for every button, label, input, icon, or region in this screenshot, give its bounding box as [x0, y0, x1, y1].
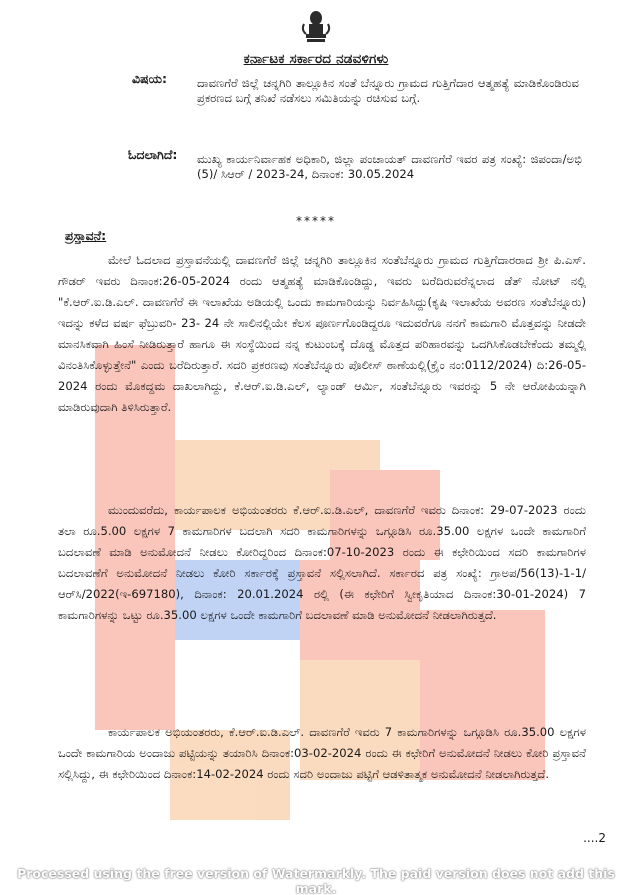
- subject-text: ದಾವಣಗೆರೆ ಜಿಲ್ಲೆ ಚನ್ನಗಿರಿ ತಾಲ್ಲೂಕಿನ ಸಂತೆ ಬೆನ್ನೂರು ಗ್ರಾಮದ ಗುತ್ತಿಗೆದಾರ ಆತ್ಮಹತ್ಯೆ ಮಾಡಿಕೊಂಡಿರುವ ಪ್ರಕರಣದ ಬಗ್ಗೆ ತನಿಖೆ ನಡೆಸಲು ಸಮಿತಿಯನ್ನು ರಚಿಸುವ ಬಗ್ಗೆ.: [197, 76, 579, 105]
- state-emblem-icon: [301, 8, 331, 46]
- preamble-heading: ಪ್ರಸ್ತಾವನೆ:: [65, 228, 107, 243]
- reference-text: ಮುಖ್ಯ ಕಾರ್ಯನಿರ್ವಾಹಕ ಅಧಿಕಾರಿ, ಜಿಲ್ಲಾ ಪಂಚಾಯತ್ ದಾವಣಗೆರೆ ಇವರ ಪತ್ರ ಸಂಖ್ಯೆ: ಜಿಪಂದಾ/ಅಭಿ (5)/ ಸಿಆರ್ / 2023-24, ದಿನಾಂಕ: 30.05.2024: [197, 152, 582, 181]
- document-title: ಕರ್ನಾಟಕ ಸರ್ಕಾರದ ನಡವಳಿಗಳು: [243, 51, 389, 67]
- watermark-notice: Processed using the free version of Watermarkly. The paid version does not add this mark.: [17, 866, 615, 895]
- paragraph-1: ಮೇಲೆ ಓದಲಾದ ಪ್ರಸ್ತಾವನೆಯಲ್ಲಿ ದಾವಣಗೆರೆ ಜಿಲ್ಲೆ ಚನ್ನಗಿರಿ ತಾಲ್ಲೂಕಿನ ಸಂತೆಬೆನ್ನೂರು ಗ್ರಾಮದ ಗುತ್ತಿಗೆದಾರರಾದ ಶ್ರೀ ಪಿ.ಎಸ್. ಗೌಡರ್ ಇವರು ದಿನಾಂಕ:26-05-2024 ರಂದು ಆತ್ಮಹತ್ಯೆ ಮಾಡಿಕೊಂಡಿದ್ದು, ಇವರು ಬರೆದಿರುವರೆನ್ನಲಾದ ಡೆತ್ ನೋಟ್ ನಲ್ಲಿ "ಕೆ.ಆರ್.ಐ.ಡಿ.ಎಲ್. ದಾವಣಗೆರೆ ಈ ಇಲಾಖೆಯ ಅಡಿಯಲ್ಲಿ ಒಂದು ಕಾಮಗಾರಿಯನ್ನು ನಿರ್ವಹಿಸಿದ್ದು(ಕೃಷಿ ಇಲಾಖೆಯ ಅವರಣ ಸಂತೆಬೆನ್ನೂರು) ಇದನ್ನು ಕಳೆದ ವರ್ಷ ಫೆಬ್ರುವರಿ- 23- 24 ನೇ ಸಾಲಿನಲ್ಲಿಯೇ ಕೆಲಸ ಪೂರ್ಣಗೊಂಡಿದ್ದರೂ ಇದುವರೆಗೂ ನನಗೆ ಕಾಮಗಾರಿ ಮೊತ್ತವನ್ನು ನೀಡದೇ ಮಾನಸಿಕವಾಗಿ ಹಿಂಸೆ ನೀಡಿರುತ್ತಾರೆ ಹಾಗೂ ಈ ಸಂಸ್ಥೆಯಿಂದ ನನ್ನ ಕುಟುಂಬಕ್ಕೆ ದೊಡ್ಡ ಮೊತ್ತದ ಪರಿಹಾರವನ್ನು ಒದಗಿಸಿಕೊಡಬೇಕೆಂದು ತಮ್ಮಲ್ಲಿ ವಿನಂತಿಸಿಕೊಳ್ಳುತ್ತೇನೆ" ಎಂದು ಬರೆದಿರುತ್ತಾರೆ. ಸದರಿ ಪ್ರಕರಣವು ಸಂತೆಬೆನ್ನೂರು ಪೊಲೀಸ್ ಠಾಣೆಯಲ್ಲಿ(ಕ್ರೈಂ ನಂ:0112/2024) ದಿ:26-05-2024 ರಂದು ಮೊಕದ್ದಮ ದಾಖಲಾಗಿದ್ದು, ಕೆ.ಆರ್.ಐ.ಡಿ.ಎಲ್, ಲ್ಯಾಂಡ್ ಆರ್ಮಿ, ಸಂತೆಬೆನ್ನೂರು ಇವರನ್ನು 5 ನೇ ಆರೋಪಿಯನ್ನಾಗಿ ಮಾಡಿರುವುದಾಗಿ ತಿಳಿಸಿರುತ್ತಾರೆ.: [58, 253, 586, 414]
- paragraph-3: ಕಾರ್ಯಪಾಲಕ ಅಭಿಯಂತರರು, ಕೆ.ಆರ್.ಐ.ಡಿ.ಎಲ್. ದಾವಣಗೆರೆ ಇವರು 7 ಕಾಮಗಾರಿಗಳನ್ನು ಒಗ್ಗೂಡಿಸಿ ರೂ.35.00 ಲಕ್ಷಗಳ ಒಂದೇ ಕಾಮಗಾರಿಯ ಅಂದಾಜು ಪಟ್ಟಿಯನ್ನು ತಯಾರಿಸಿ ದಿನಾಂಕ:03-02-2024 ರಂದು ಈ ಕಛೇರಿಗೆ ಅನುಮೋದನೆ ನೀಡಲು ಕೋರಿ ಪ್ರಸ್ತಾವನೆ ಸಲ್ಲಿಸಿದ್ದು, ಈ ಕಛೇರಿಯಿಂದ ದಿನಾಂಕ:14-02-2024 ರಂದು ಸದರಿ ಅಂದಾಜು ಪಟ್ಟಿಗೆ ಆಡಳಿತಾತ್ಮಕ ಅನುಮೋದನೆ ನೀಡಲಾಗಿರುತ್ತದೆ.: [58, 725, 586, 781]
- separator: *****: [296, 214, 336, 228]
- reference-label: ಓದಲಾಗಿದೆ:: [128, 147, 178, 162]
- page-continuation: ....2: [583, 831, 606, 845]
- subject-label: ವಿಷಯ:: [132, 71, 167, 86]
- paragraph-2: ಮುಂದುವರೆದು, ಕಾರ್ಯಪಾಲಕ ಅಭಿಯಂತರರು ಕೆ.ಆರ್.ಐ.ಡಿ.ಎಲ್, ದಾವಣಗೆರೆ ಇವರು ದಿನಾಂಕ: 29-07-2023 ರಂದು ತಲಾ ರೂ.5.00 ಲಕ್ಷಗಳ 7 ಕಾಮಗಾರಿಗಳ ಬದಲಾಗಿ ಸದರಿ ಕಾಮಗಾರಿಗಳನ್ನು ಒಗ್ಗೂಡಿಸಿ ರೂ.35.00 ಲಕ್ಷಗಳ ಒಂದೇ ಕಾಮಗಾರಿಗೆ ಬದಲಾವಣೆ ಮಾಡಿ ಅನುಮೋದನೆ ನೀಡಲು ಕೋರಿದ್ದರಿಂದ ದಿನಾಂಕ:07-10-2023 ರಂದು ಈ ಕಛೇರಿಯಿಂದ ಸದರಿ ಕಾಮಗಾರಿಗಳ ಬದಲಾವಣೆಗೆ ಅನುಮೋದನೆ ನೀಡಲು ಕೋರಿ ಸರ್ಕಾರಕ್ಕೆ ಪ್ರಸ್ತಾವನೆ ಸಲ್ಲಿಸಲಾಗಿದೆ. ಸರ್ಕಾರದ ಪತ್ರ ಸಂಖ್ಯೆ: ಗ್ರಾಅಪ/56(13)-1-1/ಆರ್‌ಸಿ/2022(ಇ-697180), ದಿನಾಂಕ: 20.01.2024 ರಲ್ಲಿ (ಈ ಕಛೇರಿಗೆ ಸ್ವೀಕೃತಿಯಾದ ದಿನಾಂಕ:30-01-2024) 7 ಕಾಮಗಾರಿಗಳನ್ನು ಒಟ್ಟು ರೂ.35.00 ಲಕ್ಷಗಳ ಒಂದೇ ಕಾಮಗಾರಿಗೆ ಬದಲಾವಣೆ ಮಾಡಿ ಅನುಮೋದನೆ ನೀಡಲಾಗಿರುತ್ತದೆ.: [58, 503, 586, 622]
